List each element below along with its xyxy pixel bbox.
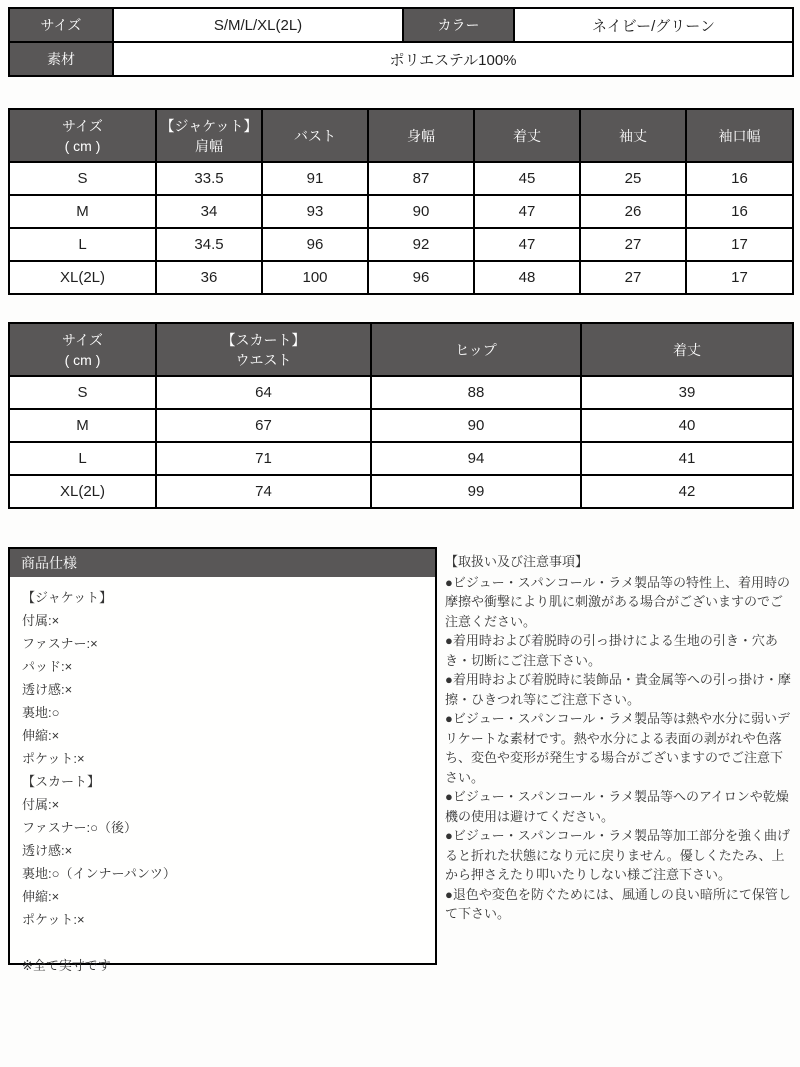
table-cell: 99 [371, 475, 581, 508]
spec-line: 伸縮:× [22, 728, 60, 743]
table-cell: 64 [156, 376, 371, 409]
table-cell: 90 [368, 195, 474, 228]
table-cell: 16 [686, 195, 793, 228]
spec-line: 裏地:○（インナーパンツ） [22, 866, 176, 881]
table-cell: 40 [581, 409, 793, 442]
skirt-waist-header-cell: 【スカート】 ウエスト [156, 323, 371, 376]
color-header-cell: カラー [403, 8, 514, 42]
table-cell: 34.5 [156, 228, 262, 261]
jacket-measurements-table [8, 108, 794, 295]
table-header-row [9, 323, 793, 376]
table-cell: 90 [371, 409, 581, 442]
table-cell: 26 [580, 195, 686, 228]
sleeve-length-header-cell: 袖丈 [580, 109, 686, 162]
size-cm-header-cell: サイズ ( cm ) [9, 109, 156, 162]
table-cell: 96 [262, 228, 368, 261]
size-header-cell: サイズ [9, 8, 113, 42]
handling-note-item: ●着用時および着脱時の引っ掛けによる生地の引き・穴あき・切断にご注意下さい。 [445, 633, 778, 668]
table-row [9, 162, 793, 195]
skirt-measurements-table [8, 322, 794, 509]
table-row [9, 42, 793, 76]
handling-notes-panel [445, 547, 795, 924]
bust-header-cell: バスト [262, 109, 368, 162]
table-cell: 27 [580, 261, 686, 294]
table-row [9, 475, 793, 508]
size-cm-header-cell: サイズ ( cm ) [9, 323, 156, 376]
table-cell: 47 [474, 195, 580, 228]
material-value-cell: ポリエステル100% [113, 42, 793, 76]
length-header-cell: 着丈 [474, 109, 580, 162]
table-cell: 34 [156, 195, 262, 228]
table-row [9, 8, 793, 42]
handling-note-item: ●退色や変色を防ぐためには、風通しの良い暗所にて保管して下さい。 [445, 886, 791, 921]
handling-notes-title: 【取扱い及び注意事項】 [445, 554, 589, 569]
table-cell: 27 [580, 228, 686, 261]
table-row [9, 442, 793, 475]
table-cell: 39 [581, 376, 793, 409]
table-cell: 92 [368, 228, 474, 261]
table-header-row [9, 109, 793, 162]
spec-line: 【ジャケット】 [22, 590, 113, 605]
table-cell: 48 [474, 261, 580, 294]
spec-line: ポケット:× [22, 912, 85, 927]
table-cell: 17 [686, 228, 793, 261]
table-cell: 17 [686, 261, 793, 294]
product-spec-title: 商品仕様 [10, 549, 435, 577]
handling-note-item: ●ビジュー・スパンコール・ラメ製品等の特性上、着用時の摩擦や衝撃により肌に刺激がある場合がございますのでご注意ください。 [445, 574, 790, 629]
spacer [0, 77, 800, 108]
table-cell: S [9, 162, 156, 195]
cuff-width-header-cell: 袖口幅 [686, 109, 793, 162]
material-header-cell: 素材 [9, 42, 113, 76]
product-spec-panel [8, 547, 437, 973]
spec-line: 伸縮:× [22, 889, 60, 904]
table-row [9, 195, 793, 228]
table-cell: 42 [581, 475, 793, 508]
spec-line: 透け感:× [22, 682, 73, 697]
table-row [9, 261, 793, 294]
table-cell: 25 [580, 162, 686, 195]
spacer [0, 509, 800, 547]
table-cell: XL(2L) [9, 475, 156, 508]
table-cell: M [9, 195, 156, 228]
length-header-cell: 着丈 [581, 323, 793, 376]
table-cell: S [9, 376, 156, 409]
table-cell: 93 [262, 195, 368, 228]
table-cell: 16 [686, 162, 793, 195]
table-row [9, 376, 793, 409]
handling-note-item: ●ビジュー・スパンコール・ラメ製品等へのアイロンや乾燥機の使用は避けてください。 [445, 789, 789, 824]
spec-line: パッド:× [22, 659, 73, 674]
actual-measurement-note: ※全て実寸です [22, 958, 111, 973]
color-value-cell: ネイビー/グリーン [514, 8, 793, 42]
table-cell: 33.5 [156, 162, 262, 195]
product-spec-body [10, 577, 435, 986]
table-cell: 88 [371, 376, 581, 409]
table-cell: 87 [368, 162, 474, 195]
table-cell: XL(2L) [9, 261, 156, 294]
table-cell: 96 [368, 261, 474, 294]
spec-line: 裏地:○ [22, 705, 60, 720]
handling-note-item: ●ビジュー・スパンコール・ラメ製品等加工部分を強く曲げると折れた状態になり元に戻りません。優しくたたみ、上から押さえたり叩いたりしない様ご注意下さい。 [445, 828, 790, 882]
size-value-cell: S/M/L/XL(2L) [113, 8, 403, 42]
hip-header-cell: ヒップ [371, 323, 581, 376]
table-cell: 100 [262, 261, 368, 294]
size-color-material-table [8, 7, 794, 77]
jacket-shoulder-header-cell: 【ジャケット】 肩幅 [156, 109, 262, 162]
table-cell: 41 [581, 442, 793, 475]
table-cell: 94 [371, 442, 581, 475]
table-cell: 47 [474, 228, 580, 261]
spacer [0, 295, 800, 322]
table-cell: 67 [156, 409, 371, 442]
spec-line: 付属:× [22, 797, 60, 812]
spec-line: ファスナー:× [22, 636, 98, 651]
spec-line: ポケット:× [22, 751, 85, 766]
table-cell: 71 [156, 442, 371, 475]
spec-line: 付属:× [22, 613, 60, 628]
details-section [8, 547, 800, 973]
table-cell: L [9, 442, 156, 475]
table-cell: L [9, 228, 156, 261]
spec-line: 透け感:× [22, 843, 73, 858]
table-row [9, 409, 793, 442]
table-cell: 74 [156, 475, 371, 508]
handling-note-item: ●ビジュー・スパンコール・ラメ製品等は熱や水分に弱いデリケートな素材です。熱や水分による表面の剥がれや色落ち、変色や変形が発生する場合がございますのでご注意下さい。 [445, 711, 790, 785]
spec-line: ファスナー:○（後） [22, 820, 137, 835]
table-cell: M [9, 409, 156, 442]
table-cell: 45 [474, 162, 580, 195]
table-cell: 91 [262, 162, 368, 195]
handling-note-item: ●着用時および着脱時に装飾品・貴金属等への引っ掛け・摩擦・ひきつれ等にご注意下さい。 [445, 672, 791, 707]
spec-line: 【スカート】 [22, 774, 101, 789]
body-width-header-cell: 身幅 [368, 109, 474, 162]
table-cell: 36 [156, 261, 262, 294]
table-row [9, 228, 793, 261]
